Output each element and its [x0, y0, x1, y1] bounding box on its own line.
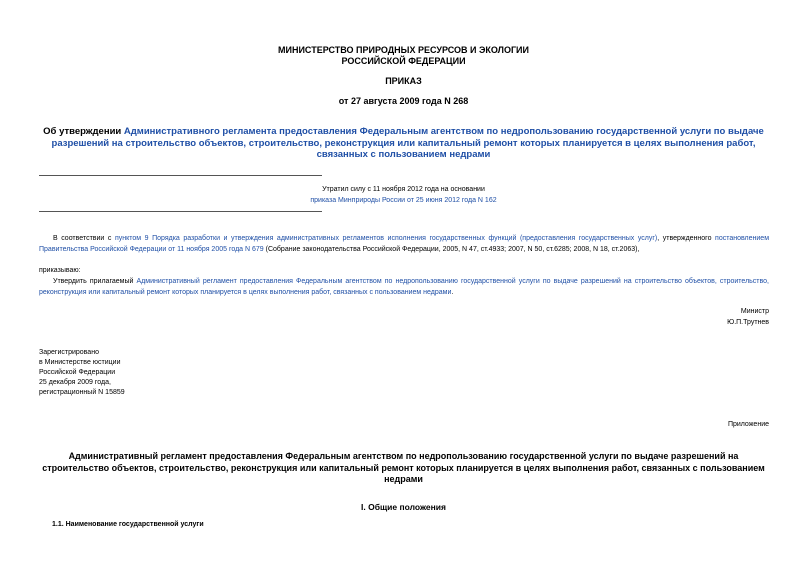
ministry-name-line1: МИНИСТЕРСТВО ПРИРОДНЫХ РЕСУРСОВ И ЭКОЛОГИИ: [277, 45, 529, 55]
signature-name: Ю.П.Трутнев: [727, 319, 769, 326]
order-word: приказываю:: [39, 267, 81, 274]
registration-line-3: Российской Федерации: [39, 369, 116, 376]
lost-force-text: Утратил силу с 11 ноября 2012 года на основании: [322, 186, 485, 193]
registration-line-1: Зарегистрировано: [39, 349, 99, 356]
basis-link-resolution[interactable]: постановлением Правительства Российской Федерации от 11 ноября 2005 года N 679: [39, 235, 770, 253]
registration-line-4: 25 декабря 2009 года,: [39, 379, 111, 386]
approve-paragraph: [39, 276, 769, 298]
basis-text-3: (Собрание законодательства Российской Федерации, 2005, N 47, ст.4933; 2007, N 50, ст.6285; 2008, N 18, ст.2063),: [263, 246, 640, 253]
basis-link-procedure[interactable]: пунктом 9 Порядка разработки и утверждения административных регламентов исполнения государственных функций (предоставления государственных услуг): [114, 235, 658, 242]
order-title-prefix: Об утверждении: [43, 126, 124, 137]
doc-date-number: от 27 августа 2009 года N 268: [338, 96, 469, 106]
ministry-name-line2: РОССИЙСКОЙ ФЕДЕРАЦИИ: [341, 56, 466, 66]
doc-type: ПРИКАЗ: [385, 76, 422, 86]
order-title: [40, 126, 767, 161]
registration-line-2: в Министерстве юстиции: [39, 359, 121, 366]
basis-text-1: В соответствии с: [53, 235, 115, 242]
section-general-provisions: I. Общие положения: [361, 502, 446, 512]
approve-link-regulation[interactable]: Административный регламент предоставления Федеральным агентством по недропользованию государственной услуги по выдаче разрешений на строительство объектов, строительство, реконструкция или капитальный ремонт которых планируется в целях выполнения работ, связанных с пользованием недрами: [39, 278, 769, 296]
approve-text-2: .: [451, 289, 454, 296]
divider-bottom: [39, 211, 322, 212]
approve-text-1: Утвердить прилагаемый: [53, 278, 137, 285]
appendix-label: Приложение: [727, 421, 769, 428]
lost-force-link[interactable]: приказа Минприроды России от 25 июня 2012 года N 162: [310, 197, 497, 204]
registration-line-5: регистрационный N 15859: [39, 389, 125, 396]
signature-position: Министр: [740, 308, 769, 315]
subsection-service-name: 1.1. Наименование государственной услуги: [52, 521, 204, 528]
basis-paragraph: [39, 233, 769, 255]
regulation-title: Административный регламент предоставления Федеральным агентством по недропользованию государственной услуги по выдаче разрешений на строительство объектов, строительство, реконструкция или капитальный ремонт которых планируется в целях выполнения работ, связанных с пользованием недрами: [42, 451, 765, 484]
order-title-link[interactable]: Административного регламента предоставления Федеральным агентством по недропользованию государственной услуги по выдаче разрешений на строительство объектов, строительство, реконструкция или капитальный ремонт которых планируется в целях выполнения работ, связанных с пользованием недрами: [51, 126, 764, 160]
divider-top: [39, 175, 322, 176]
basis-text-2: , утвержденного: [657, 235, 716, 242]
